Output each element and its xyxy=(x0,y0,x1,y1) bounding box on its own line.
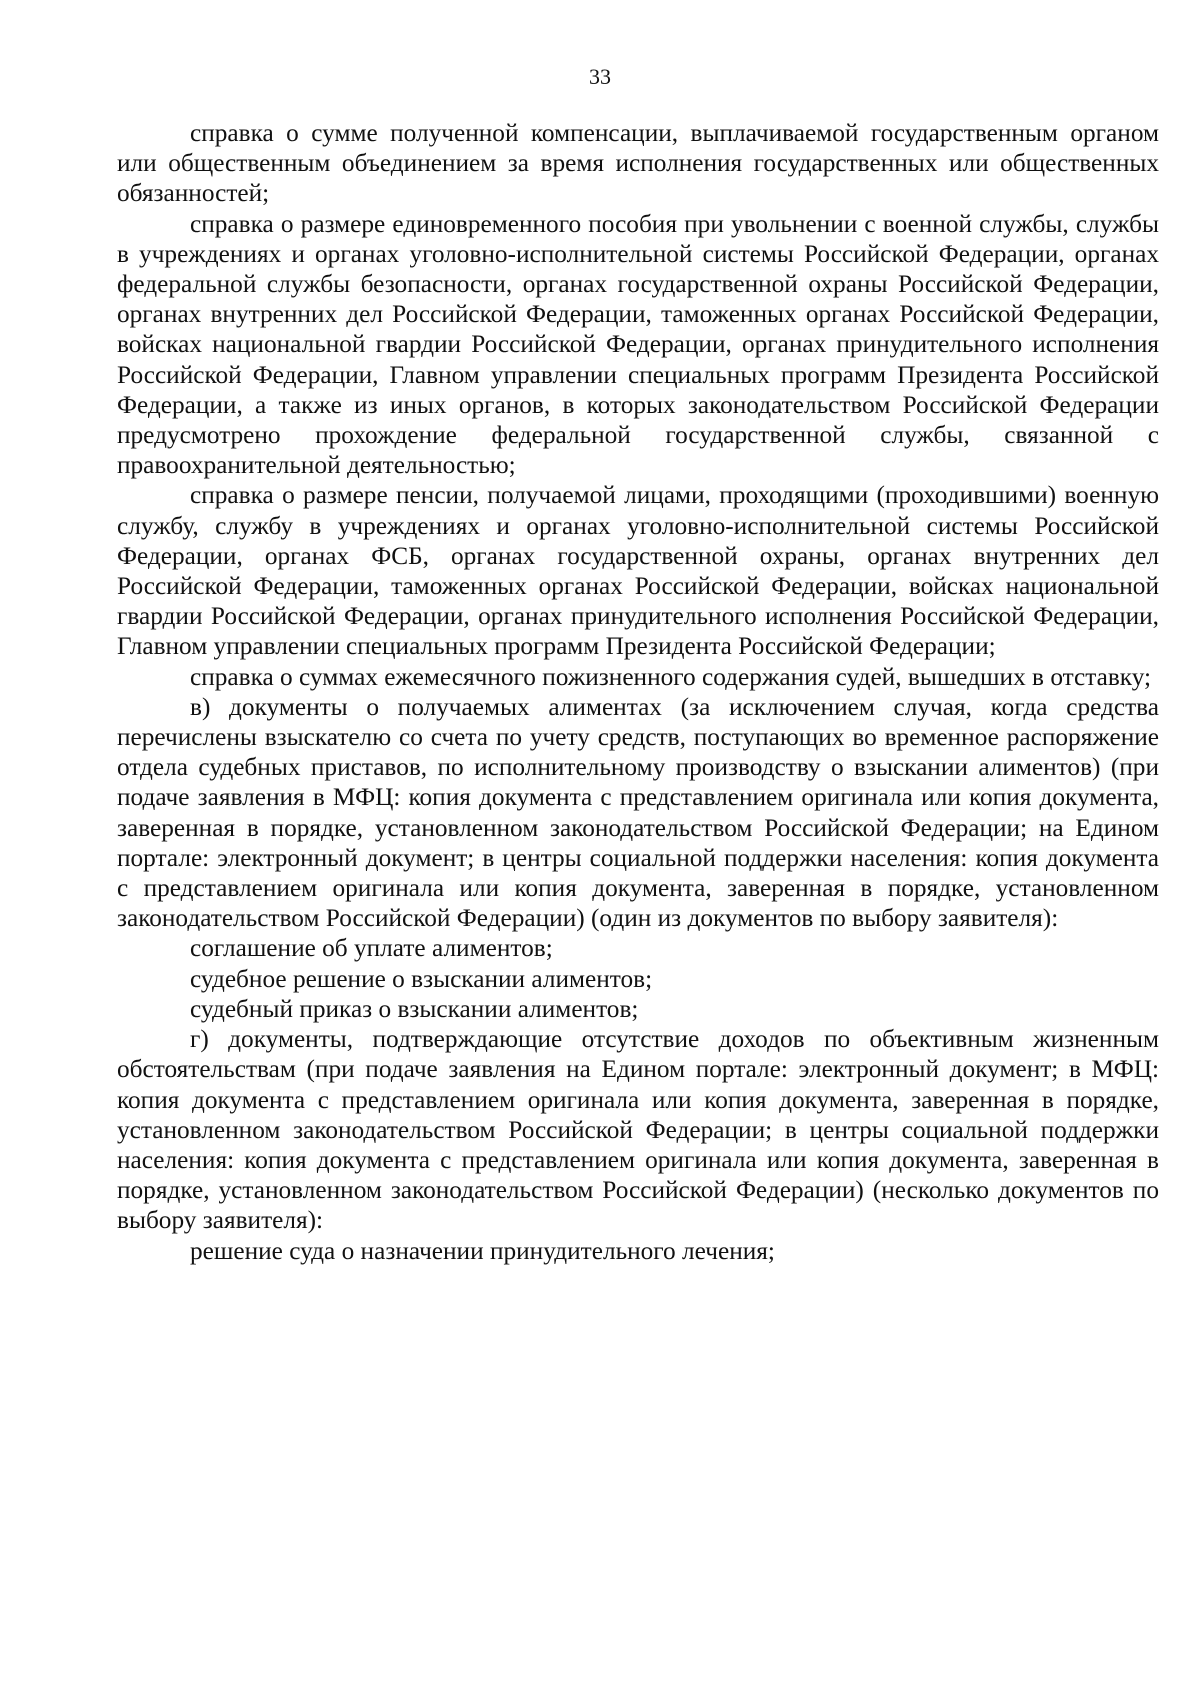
paragraph-item-v-alimony-documents: в) документы о получаемых алиментах (за исключением случая, когда средства перечислены взыскателю со счета по учету средств, поступающих во временное распоряжение отдела судебных приставов, по исполнительному производству о взыскании алиментов) (при подаче заявления в МФЦ: копия документа с представлением оригинала или копия документа, заверенная в порядке, установленном законодательством Российской Федерации; на Едином портале: электронный документ; в центры социальной поддержки населения: копия документа с представлением оригинала или копия документа, заверенная в порядке, установленном законодательством Российской Федерации) (один из документов по выбору заявителя): xyxy=(117,692,1159,933)
paragraph-judges-allowance-certificate: справка о суммах ежемесячного пожизненного содержания судей, вышедших в отставку; xyxy=(190,662,1152,691)
paragraph-severance-allowance-certificate: справка о размере единовременного пособия при увольнении с военной службы, службы в учреждениях и органах уголовно-исполнительной системы Российской Федерации, органах федеральной службы безопасности, органах государственной охраны Российской Федерации, органах внутренних дел Российской Федерации, таможенных органах Российской Федерации, войсках национальной гвардии Российской Федерации, органах принудительного исполнения Российской Федерации, Главном управлении специальных программ Президента Российской Федерации, а также из иных органов, в которых законодательством Российской Федерации предусмотрено прохождение федеральной государственной службы, связанной с правоохранительной деятельностью; xyxy=(117,209,1159,480)
paragraph-alimony-court-decision: судебное решение о взыскании алиментов; xyxy=(190,964,653,993)
paragraph-pension-certificate: справка о размере пенсии, получаемой лицами, проходящими (проходившими) военную службу, службу в учреждениях и органах уголовно-исполнительной системы Российской Федерации, органах ФСБ, органах государственной охраны, органах внутренних дел Российской Федерации, таможенных органах Российской Федерации, войсках национальной гвардии Российской Федерации, органах принудительного исполнения Российской Федерации, Главном управлении специальных программ Президента Российской Федерации; xyxy=(117,481,1159,661)
paragraph-compensation-certificate: справка о сумме полученной компенсации, выплачиваемой государственным органом или общественным объединением за время исполнения государственных или общественных обязанностей; xyxy=(117,119,1159,208)
page-number: 33 xyxy=(589,64,611,89)
paragraph-alimony-agreement: соглашение об уплате алиментов; xyxy=(190,934,553,963)
paragraph-compulsory-treatment-decision: решение суда о назначении принудительного лечения; xyxy=(190,1236,775,1265)
paragraph-item-g-no-income-documents: г) документы, подтверждающие отсутствие доходов по объективным жизненным обстоятельствам (при подаче заявления на Едином портале: электронный документ; в МФЦ: копия документа с представлением оригинала или копия документа, заверенная в порядке, установленном законодательством Российской Федерации; в центры социальной поддержки населения: копия документа с представлением оригинала или копия документа, заверенная в порядке, установленном законодательством Российской Федерации) (несколько документов по выбору заявителя): xyxy=(117,1025,1159,1235)
paragraph-alimony-court-order: судебный приказ о взыскании алиментов; xyxy=(190,994,639,1023)
document-body xyxy=(117,118,1159,1266)
